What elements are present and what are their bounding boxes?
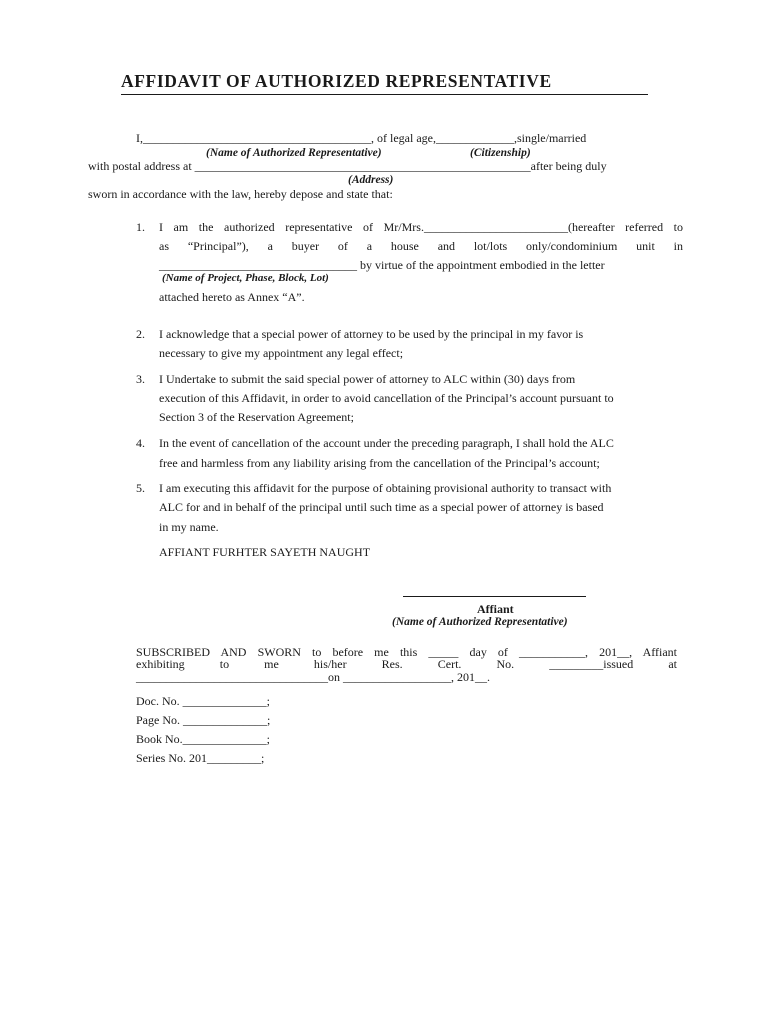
closing-statement: AFFIANT FURHTER SAYETH NAUGHT	[159, 545, 371, 559]
item-number: 1.	[136, 220, 145, 234]
jurat-word: _________issued	[549, 657, 634, 671]
doc-number-field: Doc. No. ______________;	[136, 694, 270, 708]
item-text-line: as “Principal”), a buyer of a house and lot/lots only/condominium unit in	[159, 239, 683, 253]
item-text-line: necessary to give my appointment any legal effect;	[159, 346, 404, 360]
item-text-line: attached hereto as Annex “A”.	[159, 290, 305, 304]
jurat-word: Cert.	[437, 657, 462, 671]
jurat-line: SUBSCRIBED AND SWORN to before me this _____ day of ___________, 201__, Affiant	[136, 645, 677, 659]
item-text-line: execution of this Affidavit, in order to avoid cancellation of the Principal’s account pursuant to	[159, 391, 614, 405]
series-number-field: Series No. 201_________;	[136, 751, 265, 765]
item-text-line: _________________________________ by virtue of the appointment embodied in the letter	[159, 258, 605, 272]
jurat-line: ________________________________on __________________, 201__.	[136, 670, 490, 684]
document-title: AFFIDAVIT OF AUTHORIZED REPRESENTATIVE	[121, 71, 552, 91]
item-text-line: I Undertake to submit the said special power of attorney to ALC within (30) days from	[159, 372, 576, 386]
item-text-line: ALC for and in behalf of the principal until such time as a special power of attorney is based	[159, 500, 604, 514]
item-number: 4.	[136, 436, 145, 450]
book-number-field: Book No.______________;	[136, 732, 271, 746]
item-number: 3.	[136, 372, 145, 386]
jurat-word: Res.	[381, 657, 403, 671]
item-text-line: I am the authorized representative of Mr/Mrs.________________________(hereafter referred to	[159, 220, 683, 234]
intro-line-address: with postal address at ________________________________________________________after being duly	[88, 159, 607, 173]
item-text-line: in my name.	[159, 520, 219, 534]
jurat-word: his/her	[313, 657, 347, 671]
jurat-word: exhibiting	[136, 657, 185, 671]
label-address: (Address)	[348, 174, 394, 186]
jurat-word: me	[264, 657, 279, 671]
intro-line-sworn: sworn in accordance with the law, hereby depose and state that:	[88, 187, 393, 201]
label-citizenship: (Citizenship)	[470, 147, 531, 159]
item-text-line: free and harmless from any liability arising from the cancellation of the Principal’s account;	[159, 456, 600, 470]
page-number-field: Page No. ______________;	[136, 713, 271, 727]
label-authorized-representative: (Name of Authorized Representative)	[206, 147, 382, 159]
jurat-word: to	[219, 657, 230, 671]
affiant-name-label: (Name of Authorized Representative)	[392, 616, 568, 628]
item-text-line: I am executing this affidavit for the purpose of obtaining provisional authority to transact with	[159, 481, 612, 495]
signature-line	[403, 596, 586, 597]
item-number: 5.	[136, 481, 145, 495]
affiant-title: Affiant	[477, 602, 514, 616]
label-project: (Name of Project, Phase, Block, Lot)	[162, 272, 329, 284]
item-text-line: I acknowledge that a special power of attorney to be used by the principal in my favor is	[159, 327, 584, 341]
item-text-line: In the event of cancellation of the account under the preceding paragraph, I shall hold the ALC	[159, 436, 614, 450]
item-text-line: Section 3 of the Reservation Agreement;	[159, 410, 354, 424]
item-number: 2.	[136, 327, 145, 341]
jurat-word: at	[668, 657, 677, 671]
intro-line-name: I,______________________________________, of legal age,_____________,single/married	[136, 131, 587, 145]
title-underline	[121, 94, 648, 95]
jurat-word: No.	[496, 657, 515, 671]
